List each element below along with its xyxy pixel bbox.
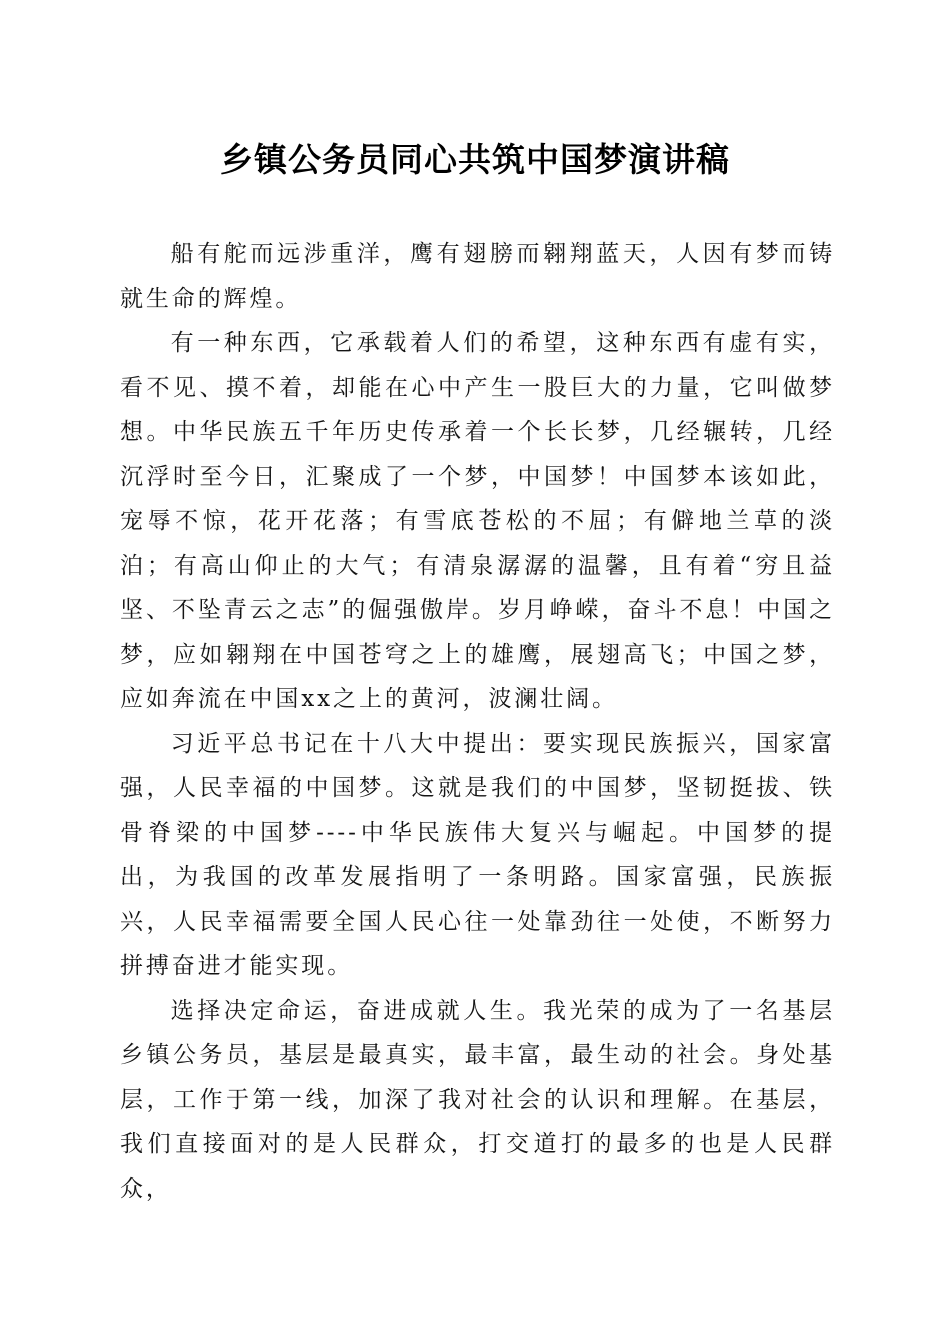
paragraph-3: 习近平总书记在十八大中提出：要实现民族振兴，国家富强，人民幸福的中国梦。这就是我们的中国梦，坚韧挺拔、铁骨脊梁的中国梦----中华民族伟大复兴与崛起。中国梦的提出，为我国的改革发展指明了一条明路。国家富强，民族振兴，人民幸福需要全国人民心往一处靠劲往一处使，不断努力拼搏奋进才能实现。 [120, 730, 835, 979]
paragraph-2: 有一种东西，它承载着人们的希望，这种东西有虚有实，看不见、摸不着，却能在心中产生一股巨大的力量，它叫做梦想。中华民族五千年历史传承着一个长长梦，几经辗转，几经沉浮时至今日，汇聚成了一个梦，中国梦！中国梦本该如此，宠辱不惊，花开花落；有雪底苍松的不屈；有僻地兰草的淡泊；有高山仰止的大气；有清泉潺潺的温馨，且有着“穷且益坚、不坠青云之志”的倔强傲岸。岁月峥嵘，奋斗不息！中国之梦，应如翱翔在中国苍穹之上的雄鹰，展翅高飞；中国之梦，应如奔流在中国xx之上的黄河，波澜壮阔。 [120, 330, 835, 712]
paragraph-4: 选择决定命运，奋进成就人生。我光荣的成为了一名基层乡镇公务员，基层是最真实，最丰富，最生动的社会。身处基层，工作于第一线，加深了我对社会的认识和理解。在基层，我们直接面对的是人民群众，打交道打的最多的也是人民群众， [120, 997, 835, 1202]
document-body [120, 232, 835, 1211]
paragraph-1: 船有舵而远涉重洋，鹰有翅膀而翱翔蓝天，人因有梦而铸就生命的辉煌。 [120, 241, 835, 312]
document-title: 乡镇公务员同心共筑中国梦演讲稿 [220, 140, 730, 179]
